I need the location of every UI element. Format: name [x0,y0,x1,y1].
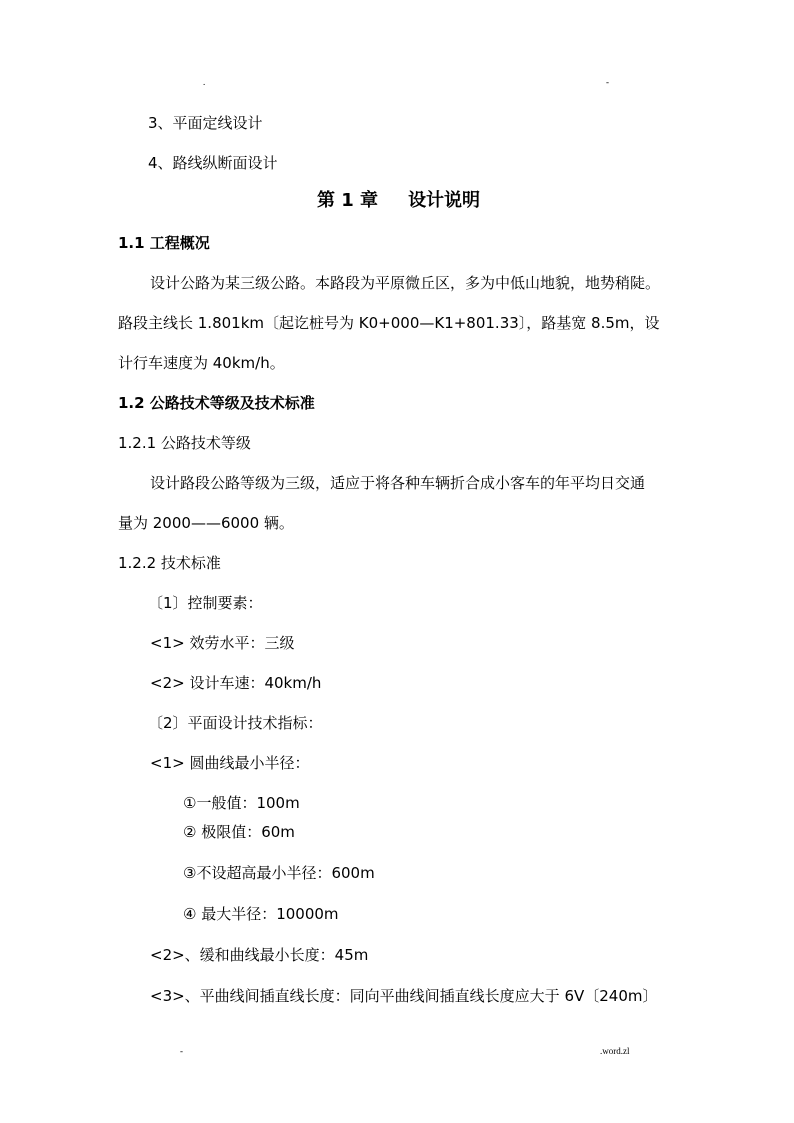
section-heading: 1.2 公路技术等级及技术标准 [118,394,315,412]
footer-left-mark: - [180,1046,183,1056]
header-left-mark: . [203,77,206,87]
subsection-heading: 1.2.2 技术标准 [118,554,221,572]
list-item: <2>、缓和曲线最小长度：45m [150,946,369,964]
paragraph-line: 计行车速度为 40km/h。 [118,354,285,372]
list-item: 3、平面定线设计 [148,114,263,132]
list-item: 〔2〕平面设计技术指标： [148,714,323,732]
list-item: ② 极限值：60m [183,823,295,841]
header-right-mark: - [606,77,609,87]
paragraph-line: 量为 2000——6000 辆。 [118,514,294,532]
chapter-title: 设计说明 [408,190,481,211]
section-heading: 1.1 工程概况 [118,234,210,252]
list-item: ③不设超高最小半径：600m [183,864,375,882]
list-item: <3>、平曲线间插直线长度：同向平曲线间插直线长度应大于 6V〔240m〕 [150,987,658,1005]
list-item: <2> 设计车速：40km/h [150,674,322,692]
paragraph-line: 设计公路为某三级公路。本路段为平原微丘区，多为中低山地貌，地势稍陡。 [150,274,661,292]
list-item: 4、路线纵断面设计 [148,154,278,172]
list-item: ④ 最大半径：10000m [183,905,339,923]
list-item: 〔1〕控制要素： [148,594,263,612]
paragraph-line: 设计路段公路等级为三级，适应于将各种车辆折合成小客车的年平均日交通 [150,474,646,492]
subsection-heading: 1.2.1 公路技术等级 [118,434,251,452]
chapter-heading [317,191,480,211]
paragraph-line: 路段主线长 1.801km〔起讫桩号为 K0+000—K1+801.33〕，路基宽 8.5m，设 [118,314,660,332]
chapter-number: 第 1 章 [317,190,379,211]
list-item: <1> 效劳水平：三级 [150,634,295,652]
footer-right-text: .word.zl [600,1046,630,1056]
list-item: <1> 圆曲线最小半径： [150,754,310,772]
list-item: ①一般值：100m [183,794,300,812]
